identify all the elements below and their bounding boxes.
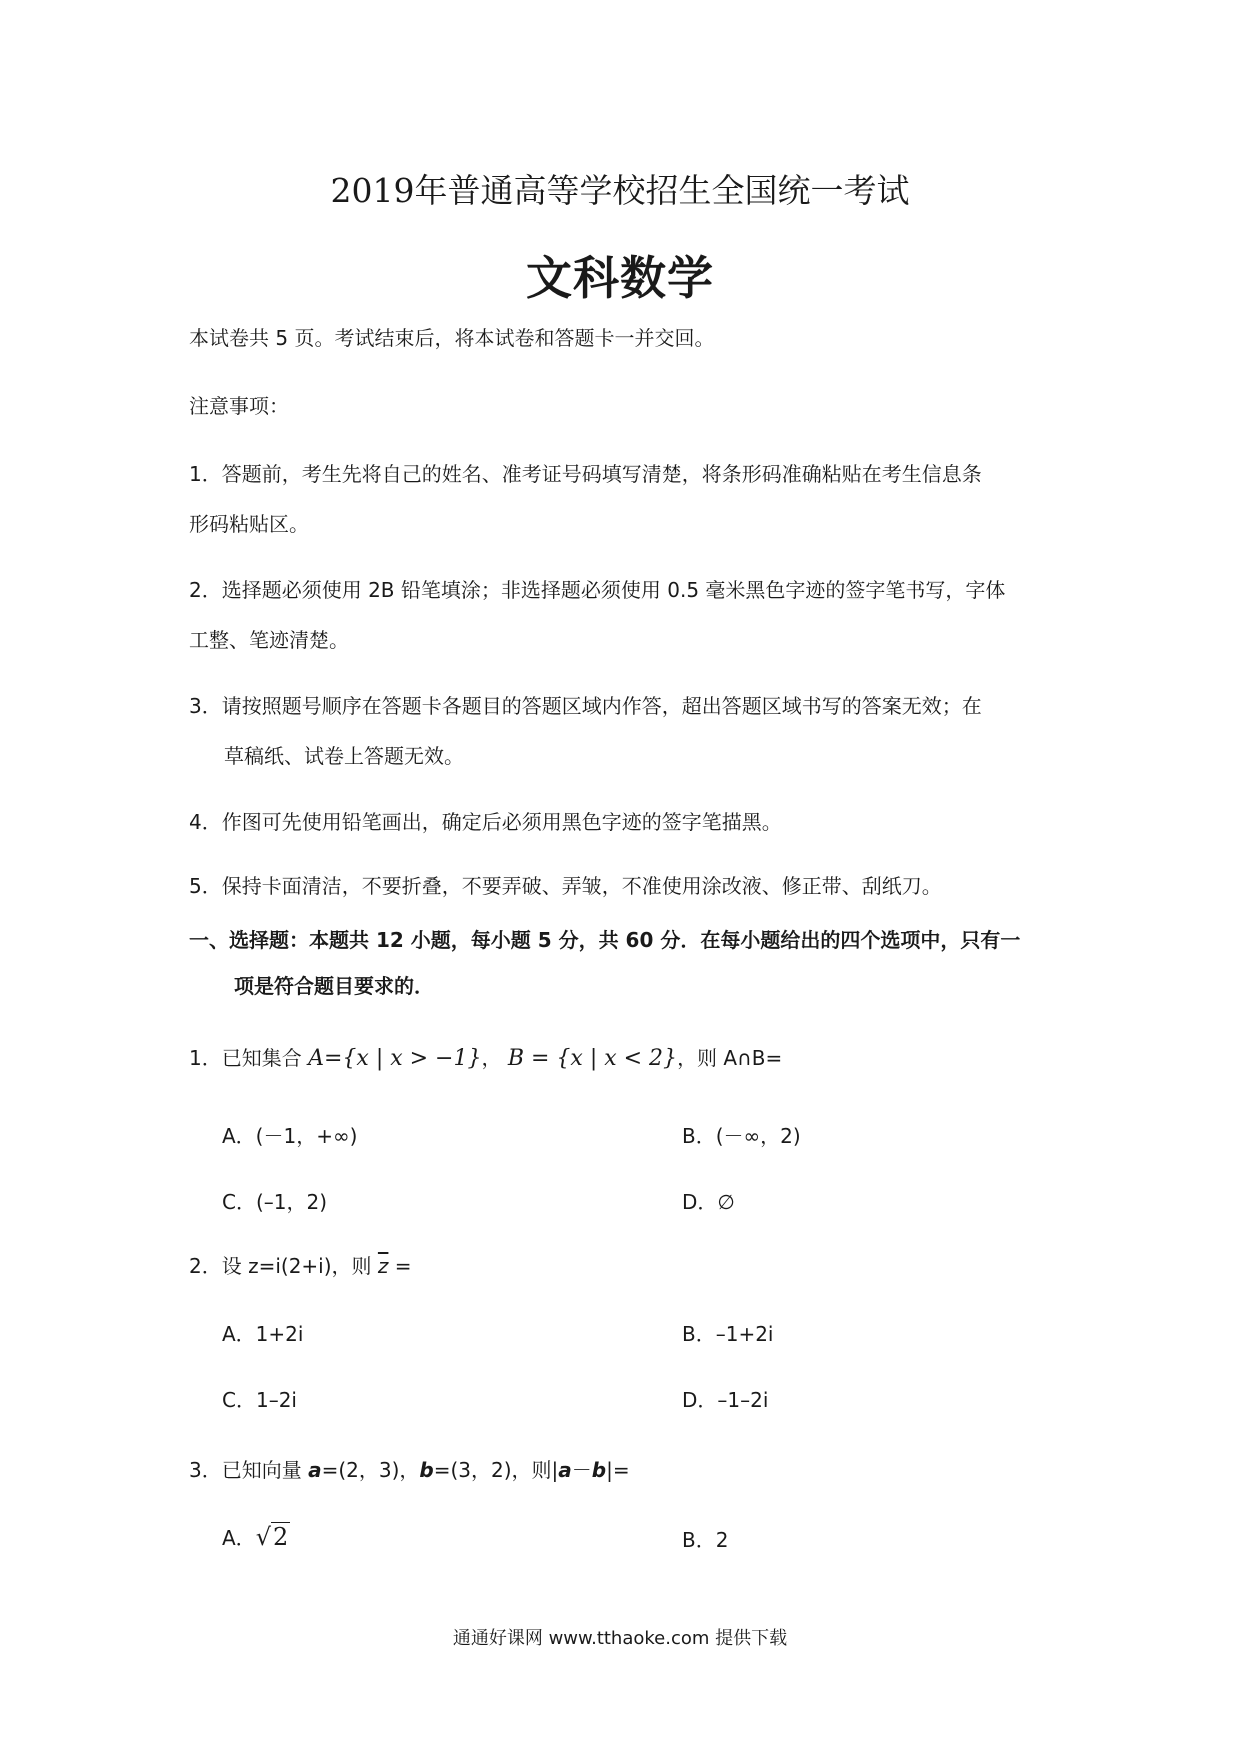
q3-suffix: |=: [606, 1458, 630, 1482]
q1-option-d: D．∅: [682, 1190, 735, 1214]
q1-set-b: B = {x | x < 2}: [507, 1046, 678, 1071]
q3-option-a-radicand: 2: [272, 1523, 289, 1551]
section-heading-line2: 项是符合题目要求的．: [234, 974, 434, 998]
footer-text: 通通好课网 www.tthaoke.com 提供下载: [452, 1628, 788, 1649]
q3-option-a-label: A．: [222, 1526, 256, 1550]
q1-sep: ，: [481, 1046, 508, 1070]
q3-vector-a-value: =(2，3)，: [321, 1458, 420, 1482]
q2-option-c: C．1–2i: [222, 1388, 297, 1412]
q1-option-a: A．(－1，+∞): [222, 1124, 358, 1148]
q1-option-b: B．(－∞，2): [682, 1124, 801, 1148]
q1-set-a: A={x | x > −1}: [308, 1046, 482, 1071]
q3-vector-a: a: [308, 1458, 322, 1482]
note-3-line1: 3．请按照题号顺序在答题卡各题目的答题区域内作答，超出答题区域书写的答案无效；在: [189, 694, 982, 718]
q3-vector-b-2: b: [591, 1458, 607, 1482]
q1-option-c: C．(–1，2): [222, 1190, 328, 1214]
note-4: 4．作图可先使用铅笔画出，确定后必须用黑色字迹的签字笔描黑。: [189, 810, 782, 834]
q3-vector-a-2: a: [558, 1458, 572, 1482]
q2-option-d: D．–1–2i: [682, 1388, 769, 1412]
q2-prefix: 2．设 z=i(2+i)，则: [189, 1254, 378, 1278]
subject-title: 文科数学: [526, 251, 714, 305]
q3-vector-b: b: [419, 1458, 434, 1482]
note-2-line1: 2．选择题必须使用 2B 铅笔填涂；非选择题必须使用 0.5 毫米黑色字迹的签字笔书写，字体: [189, 578, 1006, 602]
question-3-stem: [189, 1454, 630, 1483]
sqrt-icon: √2: [255, 1523, 289, 1551]
question-2-stem: [189, 1250, 412, 1279]
note-1-line1: 1．答题前，考生先将自己的姓名、准考证号码填写清楚，将条形码准确粘贴在考生信息条: [189, 462, 982, 486]
q3-minus: －: [571, 1458, 592, 1482]
notes-heading: 注意事项：: [189, 394, 289, 418]
q2-option-b: B．–1+2i: [682, 1322, 774, 1346]
note-1-line2: 形码粘贴区。: [189, 512, 309, 536]
note-5: 5．保持卡面清洁，不要折叠，不要弄破、弄皱，不准使用涂改液、修正带、刮纸刀。: [189, 874, 942, 898]
q1-prefix: 1．已知集合: [189, 1046, 309, 1070]
note-2-line2: 工整、笔迹清楚。: [189, 628, 349, 652]
q3-vector-b-value: =(3，2)，则|: [433, 1458, 559, 1482]
q3-option-b: B．2: [682, 1528, 729, 1552]
exam-title: 2019年普通高等学校招生全国统一考试: [330, 171, 910, 210]
q2-suffix: =: [388, 1254, 412, 1278]
intro-text: 本试卷共 5 页。考试结束后，将本试卷和答题卡一并交回。: [189, 326, 715, 350]
q3-prefix: 3．已知向量: [189, 1458, 309, 1482]
section-heading-line1: 一、选择题：本题共 12 小题，每小题 5 分，共 60 分．在每小题给出的四个选项中，只有一: [189, 928, 1021, 952]
q2-option-a: A．1+2i: [222, 1322, 304, 1346]
q2-conjugate: $\overline{z}$: [377, 1254, 389, 1278]
question-1-stem: [189, 1042, 782, 1071]
q3-option-a: [222, 1522, 290, 1551]
note-3-line2: 草稿纸、试卷上答题无效。: [224, 744, 464, 768]
q1-suffix: ，则 A∩B=: [677, 1046, 783, 1070]
